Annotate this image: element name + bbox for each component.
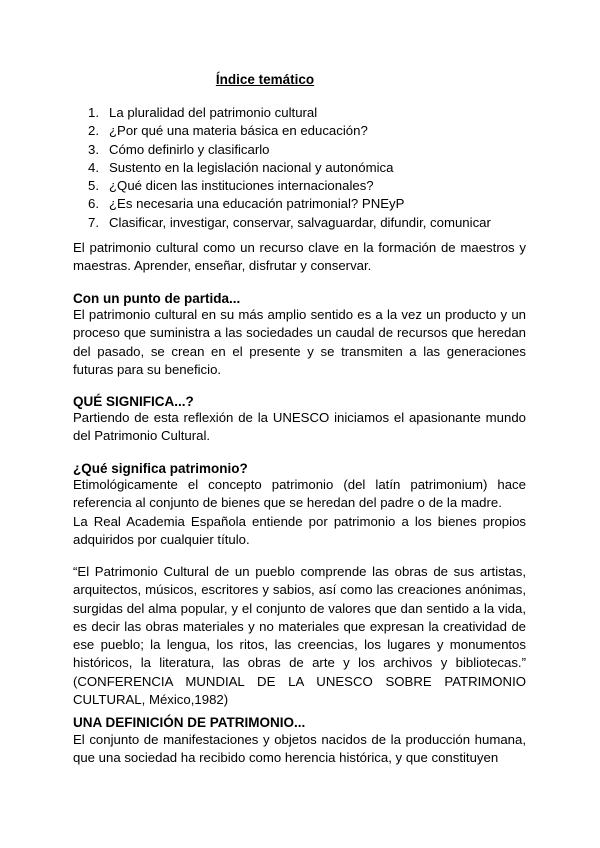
toc-item-number: 1. [88,105,99,120]
toc-item [88,177,491,195]
etymology-paragraph: Etimológicamente el concepto patrimonio (del latín patrimonium) hace referencia al conjunto de bienes que se heredan del padre o de la madre. [73,477,526,511]
toc-item [88,214,491,232]
toc-item-number: 5. [88,178,99,194]
toc-item-number: 7. [88,214,99,230]
toc-item-text: Cómo definirlo y clasificarlo [109,141,270,157]
toc-item [88,104,491,122]
rae-paragraph: La Real Academia Española entiende por patrimonio a los bienes propios adquiridos por cualquier título. [73,514,526,548]
toc-item-text: La pluralidad del patrimonio cultural [109,105,318,120]
toc-item-text: ¿Es necesaria una educación patrimonial? PNEyP [109,196,405,212]
toc-item-number: 3. [88,141,99,157]
toc-item-text: Sustento en la legislación nacional y autonómica [109,159,394,175]
toc-item-text: ¿Qué dicen las instituciones internacionales? [109,178,374,194]
section-heading-definition: UNA DEFINICIÓN DE PATRIMONIO... [73,715,306,730]
toc-item-text: Clasificar, investigar, conservar, salvaguardar, difundir, comunicar [109,214,491,230]
starting-point-paragraph: El patrimonio cultural en su más amplio sentido es a la vez un producto y un proceso que suministra a las sociedades un caudal de recursos que heredan del pasado, se crean en el presente y se transmiten a las generaciones futuras para su beneficio. [73,307,526,377]
toc-item [88,122,491,140]
toc-item [88,141,491,159]
toc-item-number: 2. [88,123,99,139]
toc-item [88,159,491,177]
que-significa-paragraph: Partiendo de esta reflexión de la UNESCO iniciamos el apasionante mundo del Patrimonio Cultural. [73,410,526,444]
toc-item-text: ¿Por qué una materia básica en educación? [109,123,368,139]
section-heading-starting-point: Con un punto de partida... [73,291,241,306]
toc-item-number: 6. [88,196,99,212]
index-title: Índice temático [215,72,315,87]
unesco-quote-paragraph: “El Patrimonio Cultural de un pueblo comprende las obras de sus artistas, arquitectos, músicos, escritores y sabios, así como las creaciones anónimas, surgidas del alma popular, y el conjunto de valores que dan sentido a la vida, es decir las obras materiales y no materiales que expresan la creatividad de ese pueblo; la lengua, los ritos, las creencias, los lugares y monumentos históricos, la literatura, las obras de arte y los archivos y bibliotecas.” (CONFERENCIA MUNDIAL DE LA UNESCO SOBRE PATRIMONIO CULTURAL, México,1982) [73,564,526,708]
toc-item [88,195,491,213]
toc-item-number: 4. [88,159,99,175]
intro-paragraph: El patrimonio cultural como un recurso clave en la formación de maestros y maestras. Aprender, enseñar, disfrutar y conservar. [73,240,526,274]
section-heading-patrimonio-meaning: ¿Qué significa patrimonio? [73,461,248,476]
definition-paragraph: El conjunto de manifestaciones y objetos nacidos de la producción humana, que una sociedad ha recibido como herencia histórica, y que constituyen [73,732,526,766]
table-of-contents [88,104,491,232]
section-heading-que-significa: QUÉ SIGNIFICA...? [73,394,194,409]
